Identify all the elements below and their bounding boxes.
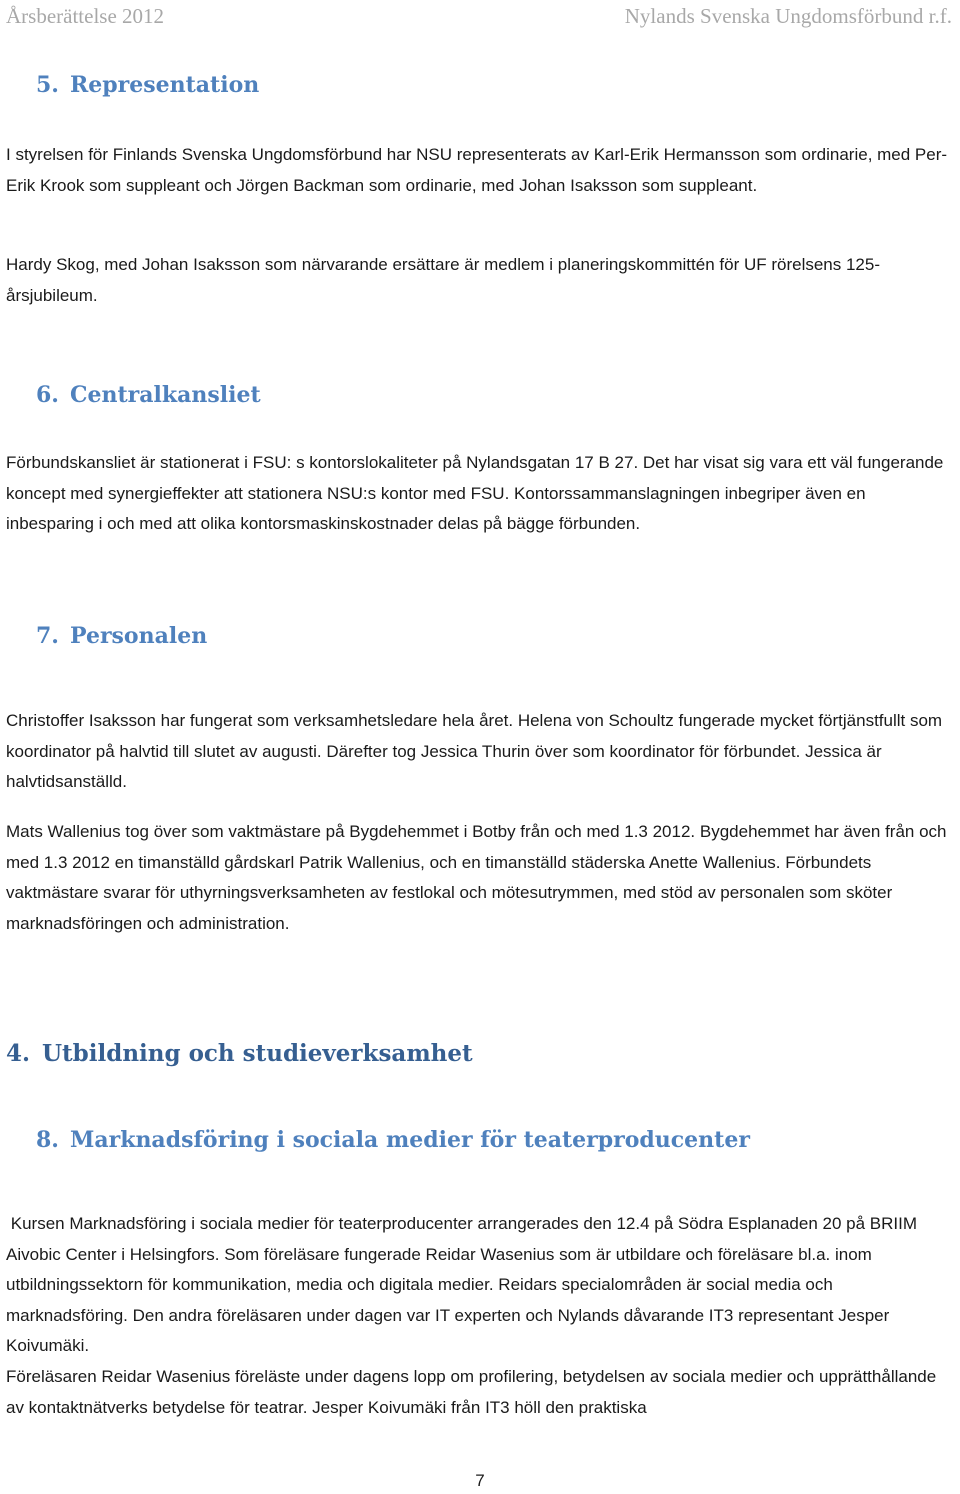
- personalen-paragraph-2: Mats Wallenius tog över som vaktmästare på Bygdehemmet i Botby från och med 1.3 2012. Bygdehemmet har även från och med 1.3 2012 en timanställd gårdskarl Patrik Wallenius, och en timanställd städerska Anette Wallenius. Förbundets vaktmästare svarar för uthyrningsverksamheten av festlokal och mötesutrymmen, med stöd av personalen som sköter marknadsföringen och administration.: [6, 822, 947, 933]
- heading-title: Representation: [70, 72, 260, 98]
- marknadsforing-paragraph-1: Kursen Marknadsföring i sociala medier för teaterproducenter arrangerades den 12.4 på Södra Esplanaden 20 på BRIIM Aivobic Center i Helsingfors. Som föreläsare fungerade Reidar Wasenius som är utbildare och föreläsare bl.a. inom utbildningssektorn för kommunikation, media och digitala medier. Reidars specialområden är social media och marknadsföring. Den andra föreläsaren under dagen var IT experten och Nylands dåvarande IT3 representant Jesper Koivumäki.: [6, 1214, 921, 1355]
- personalen-paragraph-1: Christoffer Isaksson har fungerat som verksamhetsledare hela året. Helena von Schoultz fungerade mycket förtjänstfullt som koordinator på halvtid till slutet av augusti. Därefter tog Jessica Thurin över som koordinator för förbundet. Jessica är halvtidsanställd.: [6, 711, 943, 791]
- heading-number: 4.: [6, 1040, 31, 1067]
- heading-utbildning: [6, 1040, 473, 1067]
- heading-number: 7.: [36, 623, 59, 649]
- heading-title: Utbildning och studieverksamhet: [42, 1040, 473, 1067]
- heading-title: Marknadsföring i sociala medier för teaterproducenter: [70, 1127, 750, 1153]
- heading-title: Personalen: [70, 623, 208, 649]
- heading-number: 6.: [36, 382, 59, 408]
- heading-marknadsforing: [36, 1127, 750, 1153]
- heading-title: Centralkansliet: [70, 382, 261, 408]
- header-organization-name: Nylands Svenska Ungdomsförbund r.f.: [624, 4, 952, 28]
- marknadsforing-paragraph-2: Föreläsaren Reidar Wasenius föreläste under dagens lopp om profilering, betydelsen av sociala medier och upprätthållande av kontaktnätverks betydelse för teatrar. Jesper Koivumäki från IT3 höll den praktiska: [6, 1367, 937, 1417]
- heading-number: 8.: [36, 1127, 59, 1153]
- heading-representation: [36, 72, 259, 98]
- header-report-title: Årsberättelse 2012: [6, 4, 165, 28]
- page-number: 7: [475, 1471, 485, 1490]
- heading-number: 5.: [36, 72, 59, 98]
- centralkansliet-paragraph: Förbundskansliet är stationerat i FSU: s kontorslokaliteter på Nylandsgatan 17 B 27. Det har visat sig vara ett väl fungerande koncept med synergieffekter att stationera NSU:s kontor med FSU. Kontorssammanslagningen inbegriper även en inbesparing i och med att olika kontorsmaskinskostnader delas på bägge förbunden.: [6, 453, 944, 533]
- heading-personalen: [36, 623, 207, 649]
- representation-paragraph-2: Hardy Skog, med Johan Isaksson som närvarande ersättare är medlem i planeringskommittén för UF rörelsens 125-årsjubileum.: [6, 255, 880, 305]
- heading-centralkansliet: [36, 382, 261, 408]
- representation-paragraph-1: I styrelsen för Finlands Svenska Ungdomsförbund har NSU representerats av Karl-Erik Hermansson som ordinarie, med Per-Erik Krook som suppleant och Jörgen Backman som ordinarie, med Johan Isaksson som suppleant.: [6, 145, 948, 195]
